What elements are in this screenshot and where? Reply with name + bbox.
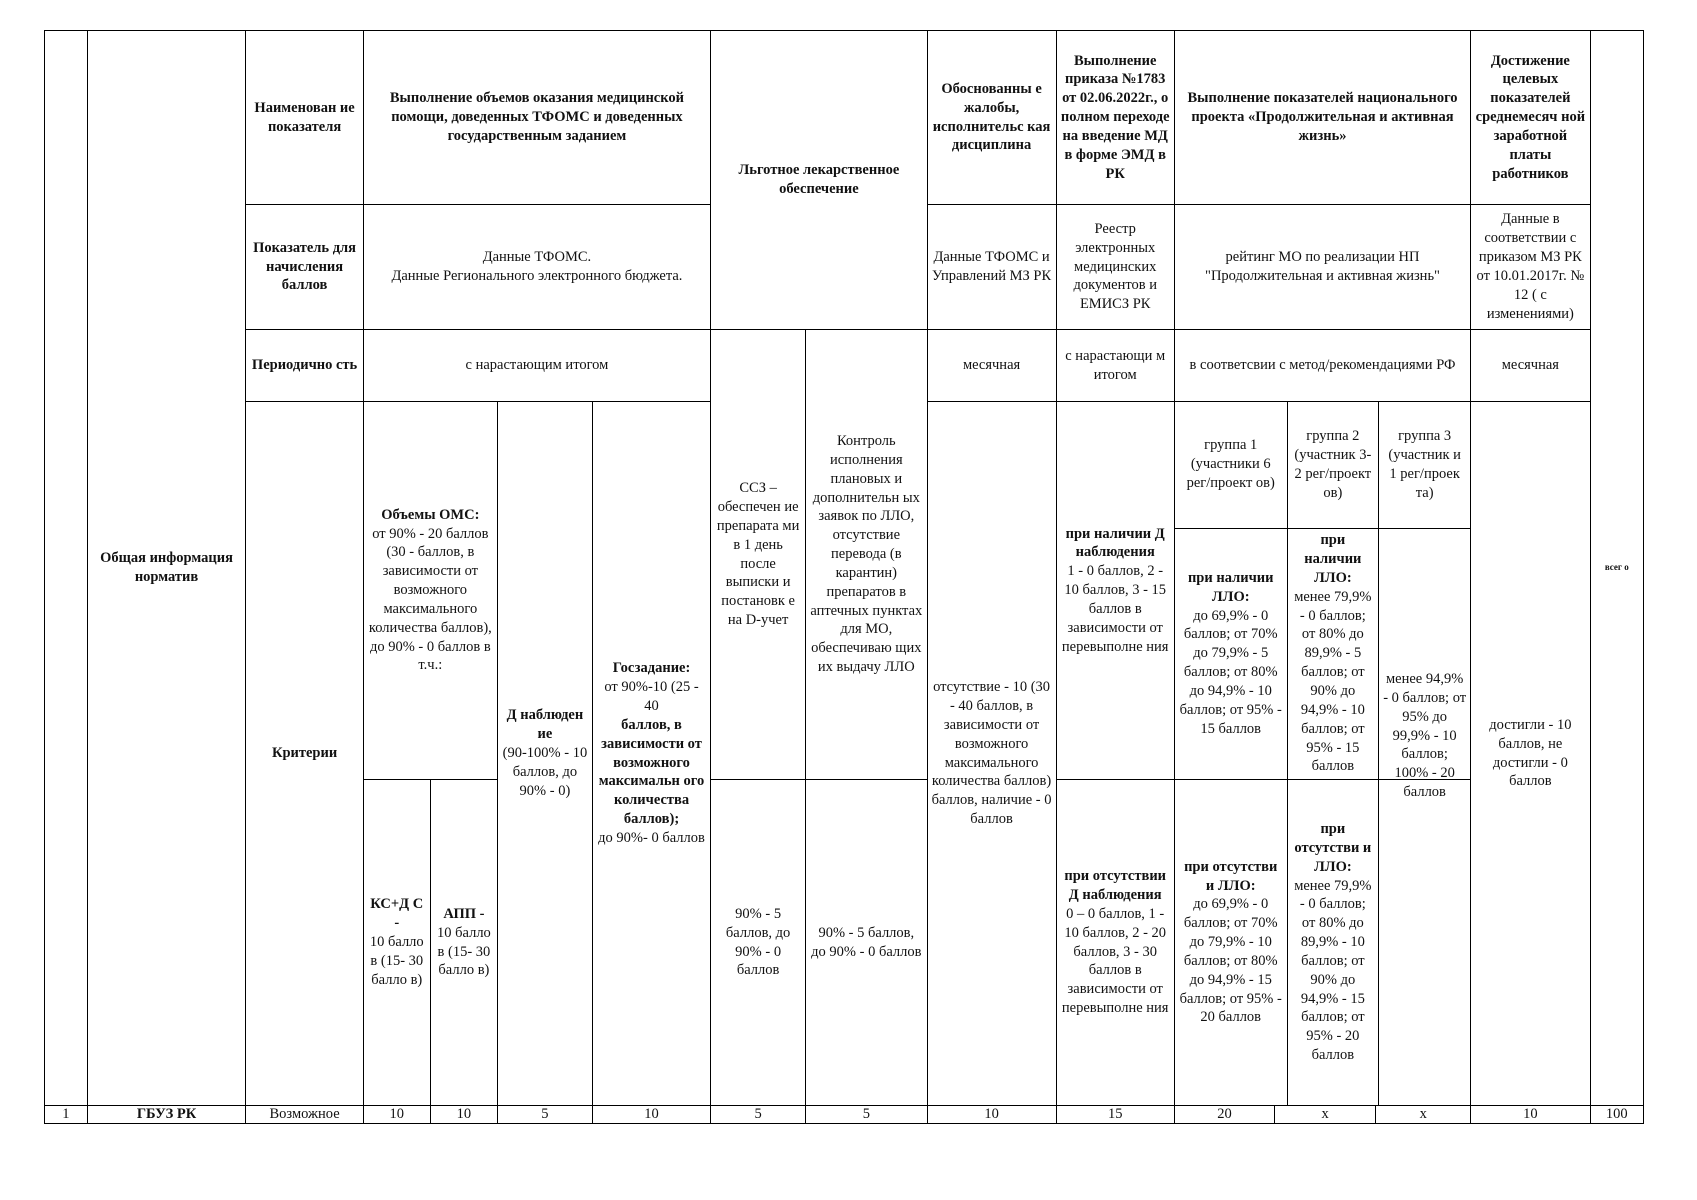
index-column-cell xyxy=(45,31,88,1106)
salary-title: Достижение целевых показателей среднемесяч ной заработной платы работников xyxy=(1471,31,1590,205)
group-1-with-llo-text: до 69,9% - 0 баллов; от 70% до 79,9% - 5 баллов; от 80% до 94,9% - 10 баллов; от 95% - 15 баллов xyxy=(1179,607,1282,737)
complaints-title: Обоснованны е жалобы, исполнительс кая дисциплина xyxy=(927,31,1056,205)
groups-without-llo-row xyxy=(1175,780,1470,1105)
row-label: Возможное xyxy=(246,1106,363,1124)
header-title-row xyxy=(45,31,1644,205)
llo-ssz-points: 90% - 5 баллов, до 90% - 0 баллов xyxy=(711,780,806,1106)
gov-task-heading: Госзадание: xyxy=(612,660,691,677)
national-project-period: в соответсвии с метод/рекомендациями РФ xyxy=(1174,330,1470,402)
ks-ds-criteria xyxy=(363,780,430,1106)
gov-task-text-1: от 90%-10 (25 - 40 xyxy=(604,679,699,714)
complaints-source: Данные ТФОМС и Управлений МЗ РК xyxy=(927,205,1056,330)
periodicity-label: Периодично сть xyxy=(246,330,363,402)
d-observation-criteria xyxy=(497,402,592,1106)
ks-ds-text: 10 балло в (15- 30 балло в) xyxy=(369,934,424,988)
indicator-name-label: Наименован ие показателя xyxy=(246,31,363,205)
llo-control-criteria: Контроль исполнения плановых и дополнительн ых заявок по ЛЛО, отсутствие перевода (в карантин) препаратов в аптечных пунктах для МО, обеспечиваю щих их выдачу ЛЛО xyxy=(806,330,928,780)
llo-ssz-criteria: ССЗ – обеспечен ие препарата ми в 1 день после выписки и постановк е на D-учет xyxy=(711,330,806,780)
order-period: с нарастающи м итогом xyxy=(1056,330,1174,402)
order-with-d-criteria xyxy=(1056,402,1174,780)
order-without-d-text: 0 – 0 баллов, 1 - 10 баллов, 2 - 20 баллов, 3 - 30 баллов в зависимости от перевыполне ния xyxy=(1061,905,1169,1017)
group-2-without-llo-heading: при отсутстви и ЛЛО: xyxy=(1294,821,1372,875)
row-value-app: 10 xyxy=(430,1106,497,1124)
d-observation-text: (90-100% - 10 баллов, до 90% - 0) xyxy=(502,745,588,799)
row-value-group-2: х xyxy=(1275,1106,1376,1124)
total-header: всег о xyxy=(1590,31,1643,1106)
row-value-gov-task: 10 xyxy=(592,1106,710,1124)
volumes-title: Выполнение объемов оказания медицинской помощи, доведенных ТФОМС и доведенных государственным заданием xyxy=(363,31,710,205)
group-2-with-llo-heading: при наличии ЛЛО: xyxy=(1304,532,1362,586)
llo-control-points: 90% - 5 баллов, до 90% - 0 баллов xyxy=(806,780,928,1106)
order-without-d-heading: при отсутствии Д наблюдения xyxy=(1064,868,1167,903)
gov-task-text-2: до 90%- 0 баллов xyxy=(598,829,705,846)
row-value-order: 15 xyxy=(1056,1106,1174,1124)
order-without-d-criteria xyxy=(1056,780,1174,1106)
gov-task-bold-2: баллов, в зависимости от возможного максимальн ого количества баллов); xyxy=(598,716,705,828)
national-project-title: Выполнение показателей национального проекта «Продолжительная и активная жизнь» xyxy=(1174,31,1470,205)
row-value-complaints: 10 xyxy=(927,1106,1056,1124)
group-1-header: группа 1 (участники 6 рег/проект ов) xyxy=(1175,402,1287,528)
order-source: Реестр электронных медицинских документов и ЕМИСЗ РК xyxy=(1056,205,1174,330)
group-1-with-llo-heading: при наличии ЛЛО: xyxy=(1187,569,1274,605)
group-1-with-llo xyxy=(1175,528,1287,779)
order-title: Выполнение приказа №1783 от 02.06.2022г., о полном переходе на введение МД в форме ЭМД в РК xyxy=(1056,31,1174,205)
llo-title: Льготное лекарственное обеспечение xyxy=(711,31,927,330)
order-with-d-heading: при наличии Д наблюдения xyxy=(1065,525,1165,561)
general-info-cell: Общая информация норматив xyxy=(87,31,246,1106)
gov-task-criteria xyxy=(592,402,710,1106)
d-observation-heading: Д наблюден ие xyxy=(506,707,584,743)
criteria-label: Критерии xyxy=(246,402,363,1106)
row-value-group-3: х xyxy=(1376,1106,1471,1124)
group-3-header: группа 3 (участник и 1 рег/проек та) xyxy=(1379,402,1471,528)
complaints-period: месячная xyxy=(927,330,1056,402)
salary-period: месячная xyxy=(1471,330,1590,402)
app-criteria xyxy=(430,780,497,1106)
app-heading: АПП - xyxy=(443,905,485,922)
group-2-without-llo xyxy=(1287,780,1379,1105)
row-value-group-1: 20 xyxy=(1174,1106,1274,1124)
salary-source: Данные в соответствии с приказом МЗ РК от 10.01.2017г. № 12 ( с изменениями) xyxy=(1471,205,1590,330)
group-1-without-llo xyxy=(1175,780,1287,1105)
score-indicator-label: Показатель для начисления баллов xyxy=(246,205,363,330)
header-period-row xyxy=(45,330,1644,402)
oms-volumes-criteria xyxy=(363,402,497,780)
oms-volumes-heading: Объемы ОМС: xyxy=(381,506,480,523)
group-1-without-llo-text: до 69,9% - 0 баллов; от 70% до 79,9% - 10 баллов; от 80% до 94,9% - 15 баллов; от 95% - 20 баллов xyxy=(1179,896,1282,1026)
app-text: 10 балло в (15- 30 балло в) xyxy=(437,924,491,979)
row-value-llo-ssz: 5 xyxy=(711,1106,806,1124)
row-value-d-observation: 5 xyxy=(497,1106,592,1124)
table-row xyxy=(45,1106,1644,1124)
row-number: 1 xyxy=(45,1106,88,1124)
row-value-total: 100 xyxy=(1590,1106,1643,1124)
row-value-llo-control: 5 xyxy=(806,1106,928,1124)
group-3-criteria-text: менее 94,9% - 0 баллов; от 95% до 99,9% - 10 баллов; 100% - 20 баллов xyxy=(1383,671,1467,801)
national-project-source: рейтинг МО по реализации НП "Продолжительная и активная жизнь" xyxy=(1174,205,1470,330)
group-2-header: группа 2 (участник 3-2 рег/проект ов) xyxy=(1287,402,1379,528)
group-2-with-llo xyxy=(1287,528,1379,779)
row-value-salary: 10 xyxy=(1471,1106,1590,1124)
row-value-ks-ds: 10 xyxy=(363,1106,430,1124)
salary-criteria: достигли - 10 баллов, не достигли - 0 баллов xyxy=(1471,402,1590,1106)
row-organization: ГБУЗ РК xyxy=(87,1106,246,1124)
group-1-without-llo-heading: при отсутстви и ЛЛО: xyxy=(1184,858,1278,894)
ks-ds-heading: КС+Д С - xyxy=(370,896,424,932)
group-3-criteria xyxy=(1379,671,1471,1105)
group-2-without-llo-text: менее 79,9% - 0 баллов; от 80% до 89,9% - 10 баллов; от 90% до 94,9% - 15 баллов; от 95% - 20 баллов xyxy=(1294,877,1372,1064)
volumes-source: Данные ТФОМС. Данные Регионального электронного бюджета. xyxy=(363,205,710,330)
volumes-period: с нарастающим итогом xyxy=(363,330,710,402)
order-with-d-text: 1 - 0 баллов, 2 - 10 баллов, 3 - 15 баллов в зависимости от перевыполне ния xyxy=(1061,563,1169,655)
document-page xyxy=(44,30,1644,1124)
oms-volumes-text: от 90% - 20 баллов (30 - баллов, в зависимости от возможного максимального количества баллов), до 90% - 0 баллов в т.ч.: xyxy=(368,525,492,674)
group-2-with-llo-text: менее 79,9% - 0 баллов; от 80% до 89,9% - 5 баллов; от 90% до 94,9% - 10 баллов; от 95% - 15 баллов xyxy=(1294,588,1372,775)
complaints-criteria: отсутствие - 10 (30 - 40 баллов, в зависимости от возможного максимального количества баллов) баллов, наличие - 0 баллов xyxy=(927,402,1056,1106)
groups-header-row xyxy=(1175,402,1470,528)
rating-table xyxy=(44,30,1644,1124)
